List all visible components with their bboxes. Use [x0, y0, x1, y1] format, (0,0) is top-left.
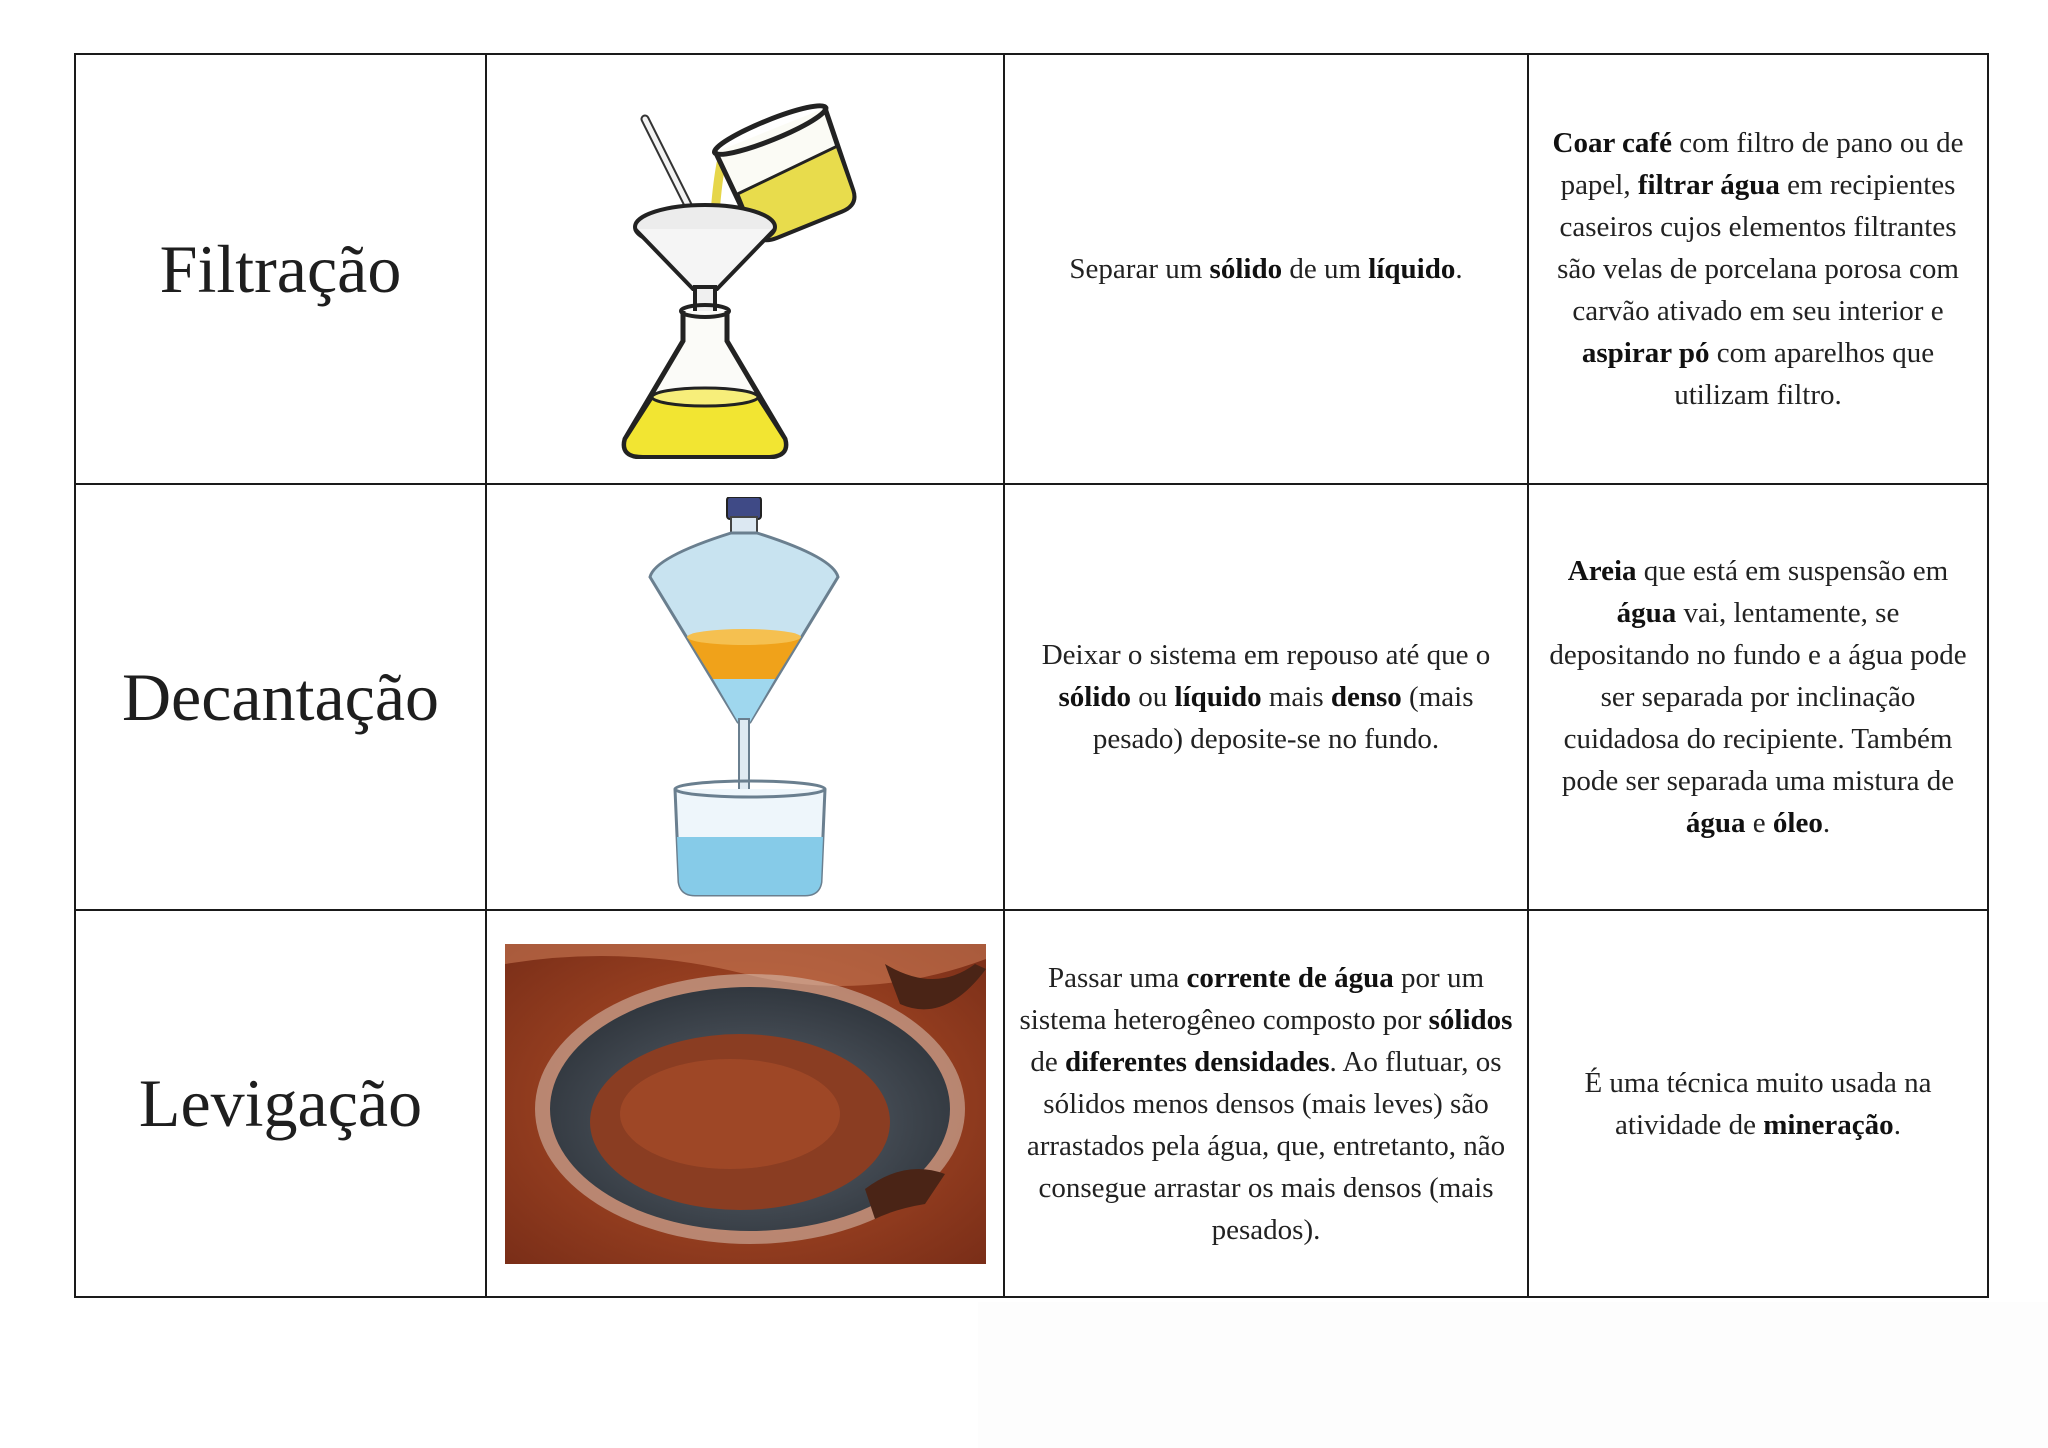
text-segment: ou: [1131, 681, 1175, 713]
method-cell: [75, 484, 486, 910]
bold-segment: sólido: [1058, 681, 1132, 713]
purpose-cell: [1004, 910, 1528, 1297]
bold-segment: sólido: [1209, 253, 1283, 285]
text-segment: mais: [1261, 681, 1331, 713]
purpose-text: [1005, 957, 1527, 1251]
text-segment: .: [1822, 807, 1831, 839]
purpose-cell: [1004, 484, 1528, 910]
bold-segment: filtrar água: [1637, 169, 1780, 201]
examples-text: [1529, 1062, 1987, 1146]
text-segment: vai, lentamente, se depositando no fundo e a água pode ser separada por inclinação cuidadosa do recipiente. Também pode ser separada uma mistura de: [1549, 597, 1967, 797]
illustration-cell: [486, 484, 1004, 910]
text-segment: em recipientes caseiros cujos elementos filtrantes são velas de porcelana porosa com carvão ativado em seu interior e: [1557, 169, 1959, 327]
text-segment: Deixar o sistema em repouso até que o: [1041, 639, 1491, 671]
purpose-text: [1005, 634, 1527, 760]
levigation-photo: [505, 944, 986, 1264]
bold-segment: óleo: [1772, 807, 1823, 839]
method-title: Levigação: [138, 1065, 423, 1141]
text-segment: de um: [1282, 253, 1369, 285]
bold-segment: Coar café: [1552, 127, 1672, 159]
purpose-cell: [1004, 54, 1528, 484]
bold-segment: mineração: [1763, 1108, 1894, 1141]
decantation-illustration: [635, 497, 855, 897]
text-segment: com aparelhos que utilizam filtro.: [1674, 337, 1935, 411]
bold-segment: denso: [1330, 681, 1402, 713]
method-cell: [75, 54, 486, 484]
text-segment: Passar uma: [1048, 961, 1187, 994]
examples-cell: [1528, 910, 1988, 1297]
method-title: Filtração: [159, 230, 402, 307]
method-title: Decantação: [121, 658, 440, 735]
text-segment: Separar um: [1069, 253, 1210, 285]
text-segment: por um sistema heterogêneo composto por: [1019, 961, 1484, 1036]
bold-segment: sólidos: [1428, 1003, 1513, 1036]
method-cell: [75, 910, 486, 1297]
bold-segment: aspirar pó: [1581, 337, 1710, 369]
table-row: [75, 910, 1988, 1297]
bold-segment: água: [1685, 807, 1746, 839]
filtration-illustration: [615, 79, 875, 459]
purpose-text: [1005, 248, 1527, 290]
examples-cell: [1528, 54, 1988, 484]
illustration-cell: [486, 54, 1004, 484]
bold-segment: Areia: [1567, 555, 1637, 587]
text-segment: com filtro de pano ou de papel,: [1560, 127, 1964, 201]
illustration-cell: [486, 910, 1004, 1297]
bold-segment: diferentes densidades: [1065, 1045, 1330, 1078]
text-segment: de: [1030, 1045, 1066, 1078]
bold-segment: água: [1616, 597, 1677, 629]
bold-segment: líquido: [1174, 681, 1262, 713]
separation-methods-table: [74, 53, 1989, 1298]
table-row: [75, 54, 1988, 484]
text-segment: e: [1745, 807, 1773, 839]
bold-segment: corrente de água: [1186, 961, 1394, 994]
text-segment: (mais pesado) deposite-se no fundo.: [1092, 681, 1474, 755]
text-segment: . Ao flutuar, os sólidos menos densos (mais leves) são arrastados pela água, que, entretanto, não consegue arrastar os mais densos (mais pesados).: [1026, 1045, 1506, 1246]
text-segment: .: [1455, 253, 1463, 285]
text-segment: .: [1893, 1108, 1901, 1141]
background-shade: [978, 1302, 2048, 1448]
examples-text: [1529, 122, 1987, 416]
examples-cell: [1528, 484, 1988, 910]
text-segment: que está em suspensão em: [1636, 555, 1949, 587]
examples-text: [1529, 550, 1987, 844]
bold-segment: líquido: [1368, 253, 1456, 285]
table-row: [75, 484, 1988, 910]
text-segment: É uma técnica muito usada na atividade de: [1584, 1066, 1932, 1141]
